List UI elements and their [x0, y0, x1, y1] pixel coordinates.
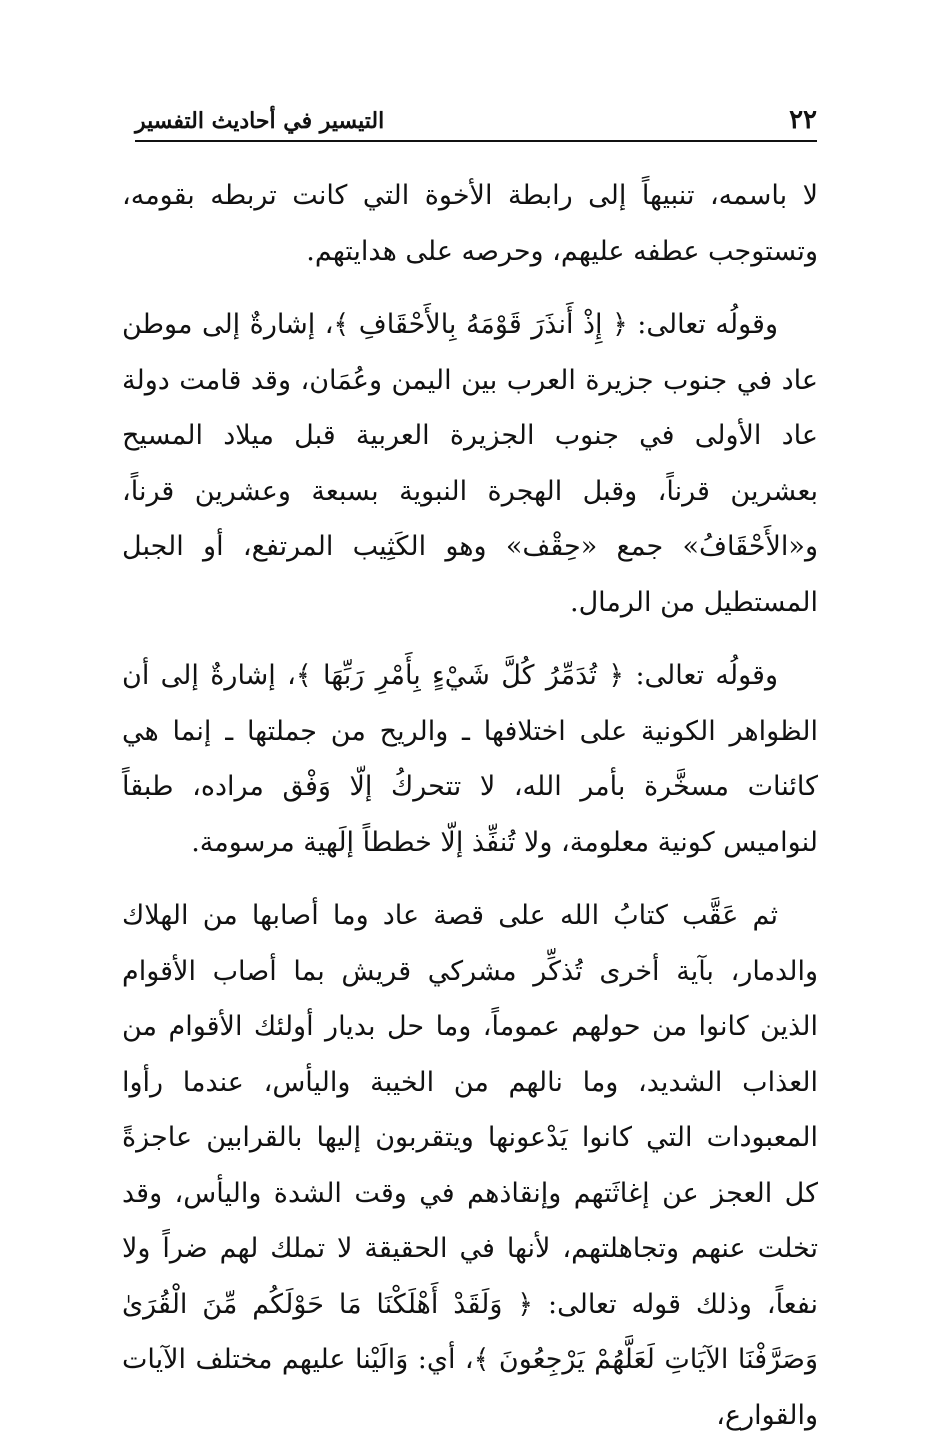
page-number: ٢٢	[789, 105, 817, 135]
page-header	[135, 104, 817, 142]
body-text	[122, 168, 818, 1443]
paragraph: وقولُه تعالى: ﴿ تُدَمِّرُ كُلَّ شَيْءٍ بِأَمْرِ رَبِّهَا ﴾، إشارةٌ إلى أن الظواهر الكونية على اختلافها ـ والريح من جملتها ـ إنما هي كائنات مسخَّرة بأمر الله، لا تتحركُ إلّا وَفْق مراده، طبقاً لنواميس كونية معلومة، ولا تُنفِّذ إلّا خططاً إلَهية مرسومة.	[122, 660, 818, 858]
paragraph: ثم عَقَّب كتابُ الله على قصة عاد وما أصابها من الهلاك والدمار، بآية أخرى تُذكِّر مشركي قريش بما أصاب الأقوام الذين كانوا من حولهم عموماً، وما حل بديار أولئك الأقوام من العذاب الشديد، وما نالهم من الخيبة واليأس، عندما رأوا المعبودات التي كانوا يَدْعونها ويتقربون إليها بالقرابين عاجزةً كل العجز عن إغاثَتهم وإنقاذهم في وقت الشدة واليأس، وقد تخلت عنهم وتجاهلتهم، لأنها في الحقيقة لا تملك لهم ضراً ولا نفعاً، وذلك قوله تعالى: ﴿ وَلَقَدْ أَهْلَكْنَا مَا حَوْلَكُم مِّنَ الْقُرَىٰ وَصَرَّفْنَا الآيَاتِ لَعَلَّهُمْ يَرْجِعُونَ ﴾، أي: وَالَيْنا عليهم مختلف الآيات والقوارع،	[122, 900, 818, 1431]
running-title: التيسير في أحاديث التفسير	[135, 108, 385, 134]
paragraph: وقولُه تعالى: ﴿ إِذْ أَنذَرَ قَوْمَهُ بِالأَحْقَافِ ﴾، إشارةٌ إلى موطن عاد في جنوب جزيرة العرب بين اليمن وعُمَان، وقد قامت دولة عاد الأولى في جنوب الجزيرة العربية قبل ميلاد المسيح بعشرين قرناً، وقبل الهجرة النبوية بسبعة وعشرين قرناً، و«الأَحْقَافُ» جمع «حِقْف» وهو الكَثِيب المرتفع، أو الجبل المستطيل من الرمال.	[122, 309, 818, 618]
paragraph: لا باسمه، تنبيهاً إلى رابطة الأخوة التي كانت تربطه بقومه، وتستوجب عطفه عليهم، وحرصه على هدايتهم.	[122, 180, 818, 267]
